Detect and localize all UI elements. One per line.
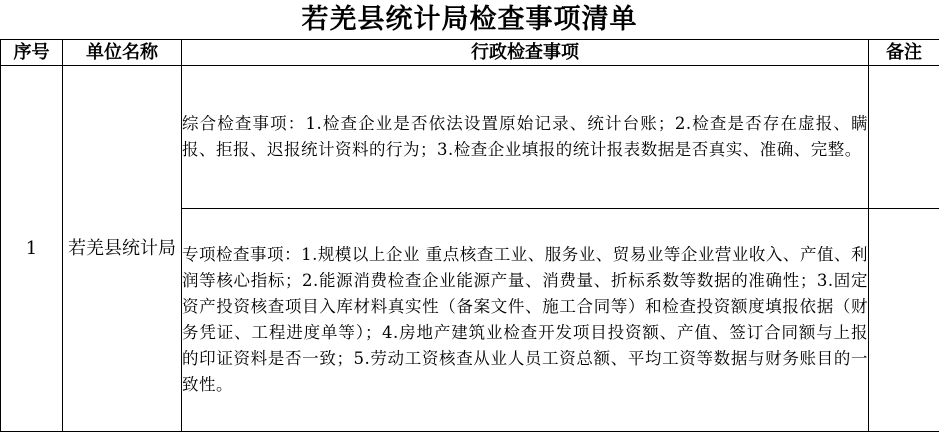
row-seq-cell: 1 xyxy=(1,66,63,432)
row-unit-name-cell: 若羌县统计局 xyxy=(63,66,182,432)
general-inspection-item-cell: 综合检查事项：1.检查企业是否依法设置原始记录、统计台账；2.检查是否存在虚报、瞒报、拒报、迟报统计资料的行为；3.检查企业填报的统计报表数据是否真实、准确、完整。 xyxy=(182,66,869,209)
table-row xyxy=(1,66,939,209)
header-inspection-items: 行政检查事项 xyxy=(182,40,869,66)
header-seq: 序号 xyxy=(1,40,63,66)
inspection-checklist-table xyxy=(0,39,939,432)
remark-cell-general xyxy=(869,66,939,209)
header-remark: 备注 xyxy=(869,40,939,66)
special-inspection-item-cell: 专项检查事项：1.规模以上企业 重点核查工业、服务业、贸易业等企业营业收入、产值、利润等核心指标；2.能源消费检查企业能源产量、消费量、折标系数等数据的准确性；3.固定资产投资核查项目入库材料真实性（备案文件、施工合同等）和检查投资额度填报依据（财务凭证、工程进度单等）；4.房地产建筑业检查开发项目投资额、产值、签订合同额与上报的印证资料是否一致；5.劳动工资核查从业人员工资总额、平均工资等数据与财务账目的一致性。 xyxy=(182,209,869,432)
table-header-row xyxy=(1,40,939,66)
remark-cell-special xyxy=(869,209,939,432)
header-unit-name: 单位名称 xyxy=(63,40,182,66)
document-title: 若羌县统计局检查事项清单 xyxy=(0,0,939,40)
